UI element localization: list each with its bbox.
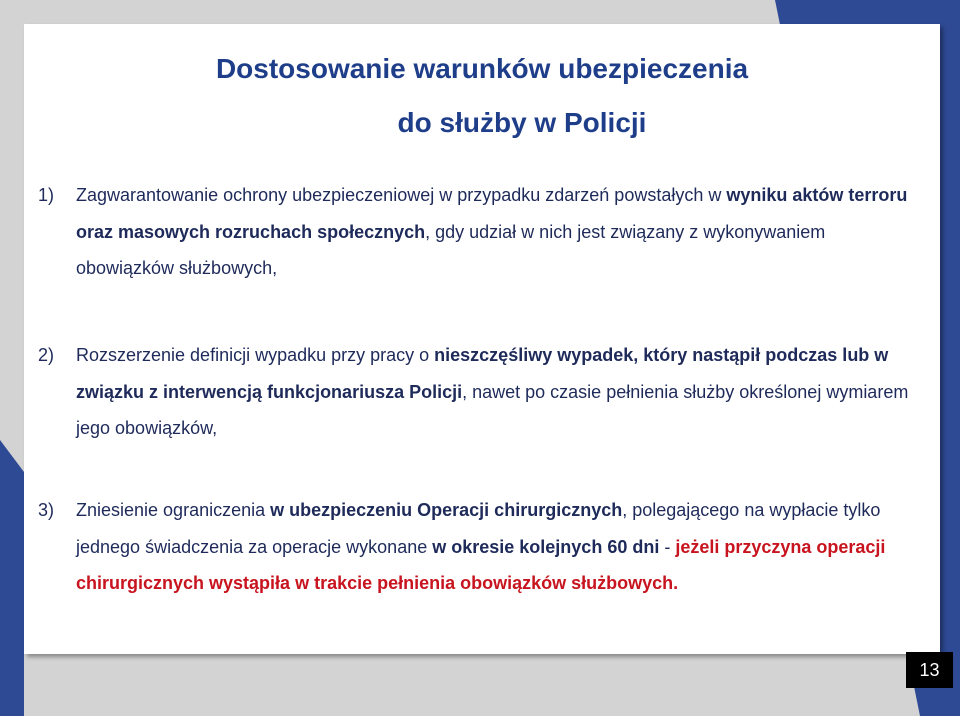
list-item	[38, 177, 918, 287]
page-number-badge: 13	[906, 652, 953, 688]
item-text-part: , polegającego na wypłacie tylko jednego świadczenia za operacje wykonane	[76, 500, 881, 557]
item-text-part: Zniesienie ograniczenia	[76, 500, 271, 520]
item-bold-part: w ubezpieczeniu Operacji chirurgicznych	[270, 500, 623, 520]
item-text	[76, 177, 918, 287]
item-text-part: , gdy udział w nich jest związany z wykonywaniem obowiązków służbowych,	[76, 221, 826, 278]
item-text-part: -	[659, 536, 676, 557]
item-text-part: Zagwarantowanie ochrony ubezpieczeniowej w przypadku zdarzeń powstałych w	[76, 185, 727, 205]
content-card	[24, 24, 940, 654]
item-bold-part: nieszczęśliwy wypadek, który nastąpił podczas lub w związku z interwencją funkcjonariusza Policji	[76, 345, 889, 402]
item-text	[76, 492, 918, 602]
item-number: 3)	[38, 500, 55, 520]
list-item	[38, 337, 918, 447]
item-highlight-part: jeżeli przyczyna operacji chirurgicznych wystąpiła w trakcie pełnienia obowiązków służbowych.	[76, 536, 886, 593]
item-bold-part: wyniku aktów terroru oraz masowych rozruchach społecznych	[76, 185, 908, 242]
item-number: 2)	[38, 345, 55, 365]
item-text-part: , nawet po czasie pełnienia służby określonej wymiarem jego obowiązków,	[76, 381, 909, 438]
list-item	[38, 492, 918, 602]
item-text	[76, 337, 918, 447]
item-number: 1)	[38, 185, 55, 205]
item-bold-part: w okresie kolejnych 60 dni	[432, 536, 660, 557]
slide-title: Dostosowanie warunków ubezpieczenia	[215, 53, 749, 84]
left-stripe	[0, 440, 24, 716]
item-text-part: Rozszerzenie definicji wypadku przy pracy o	[76, 345, 435, 365]
slide-subtitle: do służby w Policji	[397, 107, 647, 138]
